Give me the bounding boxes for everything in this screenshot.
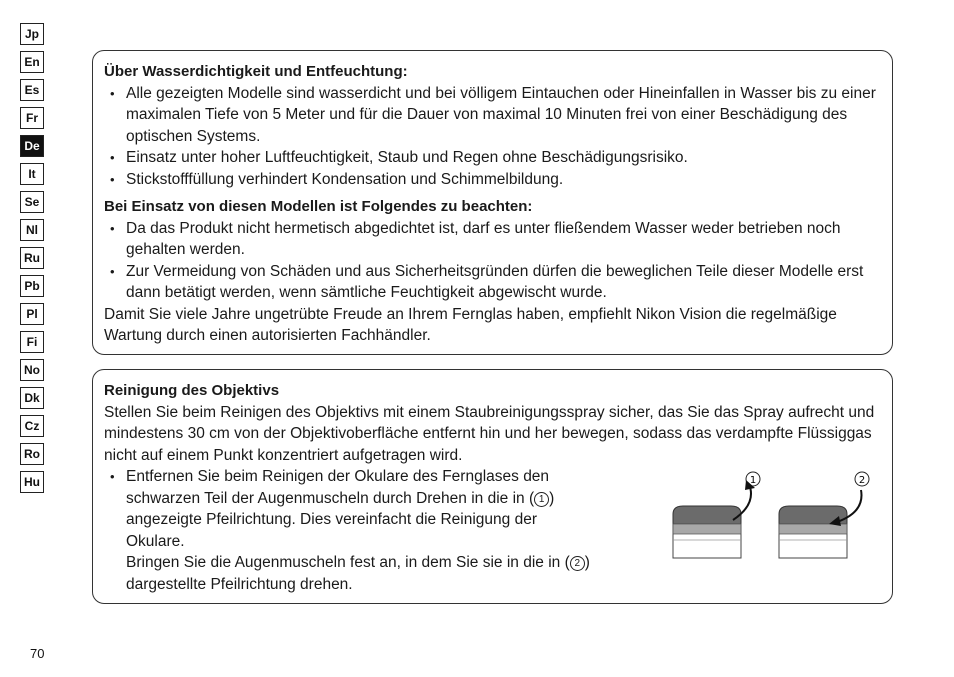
list-item: • Einsatz unter hoher Luftfeuchtigkeit, Staub und Regen ohne Beschädigungsrisiko. xyxy=(104,147,880,169)
lang-tab-en[interactable]: En xyxy=(20,51,44,73)
lang-tab-fr[interactable]: Fr xyxy=(20,107,44,129)
figure-label-2 xyxy=(855,472,869,486)
lang-tab-se[interactable]: Se xyxy=(20,191,44,213)
list-item: • Stickstofffüllung verhindert Kondensation und Schimmelbildung. xyxy=(104,169,880,191)
lang-tab-ro[interactable]: Ro xyxy=(20,443,44,465)
usage-notes-heading: Bei Einsatz von diesen Modellen ist Folgendes zu beachten: xyxy=(104,198,533,215)
lang-tab-es[interactable]: Es xyxy=(20,79,44,101)
instruction-text: Entfernen Sie beim Reinigen der Okulare des Fernglases den schwarzen Teil der Augenmuscheln durch Drehen in die in ( xyxy=(126,468,550,507)
lang-tab-jp[interactable]: Jp xyxy=(20,23,44,45)
list-item: • Alle gezeigten Modelle sind wasserdicht und bei völligem Eintauchen oder Hineinfallen in Wasser bis zu einer maximalen Tiefe von 5 Meter und für die Dauer von maximal 10 Minuten frei von einer Beschädigung des optischen Systems. xyxy=(104,83,880,148)
lang-tab-pl[interactable]: Pl xyxy=(20,303,44,325)
lang-tab-pb[interactable]: Pb xyxy=(20,275,44,297)
waterproof-bullets xyxy=(104,83,880,191)
eyecup-instructions xyxy=(104,466,594,595)
usage-notes-bullets xyxy=(104,218,880,304)
lang-tab-nl[interactable]: Nl xyxy=(20,219,44,241)
lang-tab-no[interactable]: No xyxy=(20,359,44,381)
lens-cleaning-intro: Stellen Sie beim Reinigen des Objektivs mit einem Staubreinigungsspray sicher, das Sie das Spray aufrecht und mindestens 30 cm von der Objektivoberfläche entfernt hin und her bewegen, sodass das verdampfte Flüssiggas nicht auf einem Punkt konzentriert aufgetragen wird. xyxy=(104,403,875,464)
lang-tab-de[interactable]: De xyxy=(20,135,44,157)
instruction-text: Bringen Sie die Augenmuscheln fest an, in dem Sie sie in die in ( xyxy=(126,554,570,571)
lang-tab-dk[interactable]: Dk xyxy=(20,387,44,409)
eyecup-illustration xyxy=(669,466,879,566)
maintenance-note: Damit Sie viele Jahre ungetrübte Freude an Ihrem Fernglas haben, empfiehlt Nikon Vision die regelmäßige Wartung durch einen autorisierten Fachhändler. xyxy=(104,305,837,344)
lang-tab-fi[interactable]: Fi xyxy=(20,331,44,353)
language-tabs xyxy=(20,23,44,499)
svg-text:2: 2 xyxy=(858,475,866,486)
instruction-text: ) dargestellte Pfeilrichtung drehen. xyxy=(126,554,590,593)
lang-tab-ru[interactable]: Ru xyxy=(20,247,44,269)
marker-1: 1 xyxy=(534,492,549,507)
lang-tab-it[interactable]: It xyxy=(20,163,44,185)
list-item: • Zur Vermeidung von Schäden und aus Sicherheitsgründen dürfen die beweglichen Teile dieser Modelle erst dann betätigt werden, wenn sämtliche Feuchtigkeit abgewischt wurde. xyxy=(104,261,880,304)
lens-cleaning-heading: Reinigung des Objektivs xyxy=(104,382,280,399)
list-item: • Da das Produkt nicht hermetisch abgedichtet ist, darf es unter fließendem Wasser weder betrieben noch gehalten werden. xyxy=(104,218,880,261)
svg-text:1: 1 xyxy=(749,475,757,486)
eyecup-1 xyxy=(673,506,741,558)
marker-2: 2 xyxy=(570,556,585,571)
list-item xyxy=(104,466,594,595)
lens-cleaning-section xyxy=(92,369,893,604)
eyecup-2 xyxy=(779,506,847,558)
instruction-text: ) angezeigte Pfeilrichtung. Dies vereinfacht die Reinigung der Okulare. xyxy=(126,489,555,550)
page-number: 70 xyxy=(30,646,45,661)
waterproof-heading: Über Wasserdichtigkeit und Entfeuchtung: xyxy=(104,63,408,80)
waterproof-section xyxy=(92,50,893,355)
lang-tab-cz[interactable]: Cz xyxy=(20,415,44,437)
lang-tab-hu[interactable]: Hu xyxy=(20,471,44,493)
